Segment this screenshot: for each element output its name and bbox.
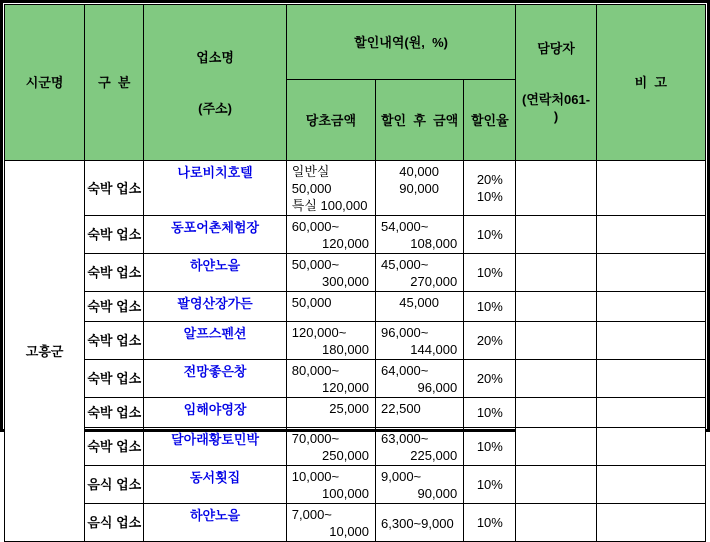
category-cell: 숙박 업소 [85,398,144,428]
note-cell [596,398,705,428]
category-cell: 음식 업소 [85,504,144,542]
amount-line: 120,000 [322,236,370,251]
category-cell: 숙박 업소 [85,292,144,322]
category-cell: 숙박 업소 [85,360,144,398]
table-row [5,216,706,254]
discount-rate-cell [464,504,516,542]
note-cell [596,322,705,360]
amount-line: 120,000~ [291,325,347,340]
category-cell: 숙박 업소 [85,161,144,216]
rate-line: 10% [476,439,503,454]
amount-line: 일반실 50,000 [291,164,332,196]
after-amount-cell [376,161,464,216]
contact-cell [516,428,596,466]
business-name-cell: 알프스펜션 [144,322,286,360]
rate-line: 10% [476,515,503,530]
contact-cell [516,216,596,254]
discount-rate-cell [464,398,516,428]
original-amount-cell [286,398,375,428]
header-note: 비 고 [596,5,705,161]
rate-line: 20% [476,172,503,187]
original-amount-cell [286,504,375,542]
amount-line: 50,000 [291,295,332,310]
amount-line: 6,300~9,000 [381,515,454,531]
business-name-cell: 전망좋은창 [144,360,286,398]
amount-line: 64,000~ [381,363,429,378]
contact-cell [516,398,596,428]
amount-line: 40,000 [399,164,440,179]
rate-line: 10% [476,265,503,280]
discount-rate-cell [464,254,516,292]
header-original-amount: 당초금액 [286,80,375,161]
after-amount-cell [376,216,464,254]
amount-line: 9,000~ [381,469,422,484]
amount-line: 250,000 [322,448,370,463]
note-cell [596,254,705,292]
after-amount-cell [376,360,464,398]
amount-line: 특실 100,000 [291,198,368,213]
amount-line: 96,000~ [381,325,429,340]
amount-line: 80,000~ [291,363,340,378]
table-row [5,428,706,466]
amount-line: 10,000 [329,524,370,539]
after-amount-cell [376,292,464,322]
amount-line: 10,000~ [291,469,340,484]
header-business-name [144,5,286,161]
after-amount-cell [376,428,464,466]
original-amount-cell [286,254,375,292]
contact-cell [516,161,596,216]
business-name-cell: 동포어촌체험장 [144,216,286,254]
contact-cell [516,466,596,504]
original-amount-cell [286,466,375,504]
header-business-line1: 업소명 [196,49,234,65]
discount-rate-cell [464,466,516,504]
amount-line: 90,000 [399,181,440,196]
header-row-1 [5,5,706,80]
business-name-cell: 달아래황토민박 [144,428,286,466]
header-category: 구 분 [85,5,144,161]
discount-rate-cell [464,322,516,360]
discount-rate-table [4,4,706,542]
note-cell [596,292,705,322]
category-cell: 음식 업소 [85,466,144,504]
category-cell: 숙박 업소 [85,216,144,254]
region-cell: 고흥군 [5,161,85,542]
after-amount-cell [376,398,464,428]
table-row [5,292,706,322]
category-cell: 숙박 업소 [85,428,144,466]
business-name-cell: 임해야영장 [144,398,286,428]
original-amount-cell [286,428,375,466]
rate-line: 20% [476,333,503,348]
amount-line: 50,000~ [291,257,340,272]
contact-cell [516,292,596,322]
after-amount-cell [376,254,464,292]
amount-line: 180,000 [322,342,370,357]
rate-line: 10% [476,227,503,242]
category-cell: 숙박 업소 [85,322,144,360]
amount-line: 25,000 [329,401,370,416]
table-row [5,398,706,428]
rate-line: 10% [476,299,503,314]
amount-line: 120,000 [322,380,370,395]
amount-line: 144,000 [410,342,458,357]
business-name-cell: 하얀노을 [144,504,286,542]
discount-rate-cell [464,360,516,398]
table-row [5,322,706,360]
note-cell [596,216,705,254]
note-cell [596,428,705,466]
contact-cell [516,322,596,360]
header-region: 시군명 [5,5,85,161]
amount-line: 45,000~ [381,257,429,272]
category-cell: 숙박 업소 [85,254,144,292]
table-row [5,466,706,504]
header-contact-line1: 담당자 [537,41,575,56]
rate-line: 10% [476,405,503,420]
discount-rate-cell [464,216,516,254]
header-discount-group: 할인내역(원, %) [286,5,516,80]
contact-cell [516,360,596,398]
amount-line: 60,000~ [291,219,340,234]
after-amount-cell [376,466,464,504]
business-name-cell: 동서횟집 [144,466,286,504]
original-amount-cell [286,161,375,216]
after-amount-cell [376,504,464,542]
header-after-amount: 할인 후 금액 [376,80,464,161]
table-row [5,161,706,216]
header-discount-rate: 할인율 [464,80,516,161]
table-row [5,254,706,292]
original-amount-cell [286,292,375,322]
business-name-cell: 팔영산장가든 [144,292,286,322]
business-name-cell: 나로비치호텔 [144,161,286,216]
amount-line: 96,000 [417,380,458,395]
table-row [5,504,706,542]
original-amount-cell [286,360,375,398]
rate-line: 20% [476,371,503,386]
original-amount-cell [286,216,375,254]
amount-line: 54,000~ [381,219,429,234]
note-cell [596,360,705,398]
header-contact-line2: (연락처061- ) [522,92,594,124]
discount-rate-cell [464,292,516,322]
amount-line: 45,000 [399,295,440,310]
amount-line: 270,000 [410,274,458,289]
amount-line: 22,500 [381,401,421,416]
discount-rate-cell [464,161,516,216]
amount-line: 300,000 [322,274,370,289]
amount-line: 63,000~ [381,431,429,446]
original-amount-cell [286,322,375,360]
header-business-line2: (주소) [198,100,232,116]
amount-line: 7,000~ [291,507,332,522]
amount-line: 108,000 [410,236,458,251]
contact-cell [516,254,596,292]
note-cell [596,466,705,504]
header-contact [516,5,596,161]
table-row [5,360,706,398]
amount-line: 70,000~ [291,431,340,446]
note-cell [596,504,705,542]
contact-cell [516,504,596,542]
note-cell [596,161,705,216]
amount-line: 225,000 [410,448,458,463]
business-name-cell: 하얀노을 [144,254,286,292]
amount-line: 90,000 [417,486,458,501]
discount-rate-cell [464,428,516,466]
rate-line: 10% [476,189,503,204]
amount-line: 100,000 [322,486,370,501]
rate-line: 10% [476,477,503,492]
after-amount-cell [376,322,464,360]
